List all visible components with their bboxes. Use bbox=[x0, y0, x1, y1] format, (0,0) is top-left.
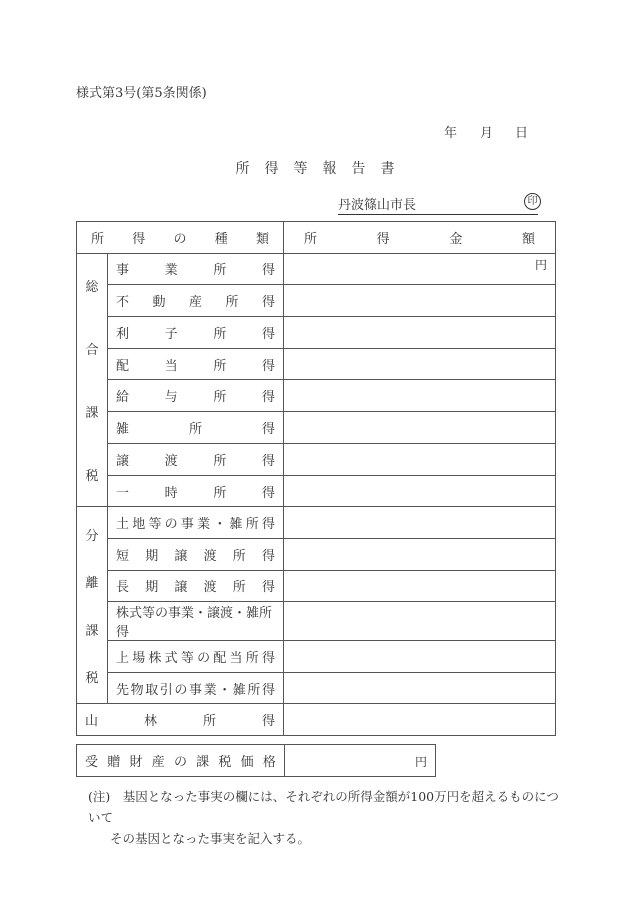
income-amount-field[interactable] bbox=[284, 443, 556, 475]
income-type-label: 土 地 等 の 事 業 ・ 雑 所 得 bbox=[108, 507, 284, 539]
form-number: 様式第3号(第5条関係) bbox=[76, 86, 207, 101]
document-title: 所得等報告書 bbox=[235, 161, 410, 177]
header-income-type: 所 得 の 種 類 bbox=[77, 222, 284, 254]
income-type-label: 不 動 産 所 得 bbox=[108, 285, 284, 317]
group-label-separate: 分 離 課 税 bbox=[77, 507, 108, 704]
table-row bbox=[77, 253, 556, 285]
income-type-label: 一 時 所 得 bbox=[108, 475, 284, 507]
income-type-label: 雑 所 得 bbox=[108, 412, 284, 444]
gift-label: 受 贈 財 産 の 課 税 価 格 bbox=[77, 745, 285, 777]
income-amount-field[interactable] bbox=[284, 641, 556, 673]
table-row bbox=[77, 641, 556, 673]
income-amount-field[interactable] bbox=[284, 317, 556, 349]
income-amount-field[interactable] bbox=[284, 253, 556, 285]
income-amount-field[interactable] bbox=[284, 475, 556, 507]
seal-mark: 印 bbox=[524, 193, 541, 210]
income-type-label: 譲 渡 所 得 bbox=[108, 443, 284, 475]
income-amount-field[interactable] bbox=[284, 570, 556, 602]
income-type-label: 長 期 譲 渡 所 得 bbox=[108, 570, 284, 602]
table-row-forestry bbox=[77, 704, 556, 736]
table-row bbox=[77, 412, 556, 444]
income-amount-field[interactable] bbox=[284, 704, 556, 736]
table-row bbox=[77, 317, 556, 349]
gift-amount-field[interactable] bbox=[285, 745, 436, 777]
table-row bbox=[77, 538, 556, 570]
table-header bbox=[77, 222, 556, 254]
table-row bbox=[77, 285, 556, 317]
table-row bbox=[77, 475, 556, 507]
date-day-label: 日 bbox=[515, 126, 529, 141]
income-type-label: 山 林 所 得 bbox=[77, 704, 284, 736]
table-row bbox=[77, 672, 556, 704]
note bbox=[88, 786, 568, 849]
table-row bbox=[77, 348, 556, 380]
income-type-label: 上 場 株 式 等 の 配 当 所 得 bbox=[108, 641, 284, 673]
income-type-label: 配 当 所 得 bbox=[108, 348, 284, 380]
yen-unit: 円 bbox=[534, 257, 547, 272]
income-type-label: 給 与 所 得 bbox=[108, 380, 284, 412]
date-year-label: 年 bbox=[444, 126, 458, 141]
table-row bbox=[77, 507, 556, 539]
income-type-label: 事 業 所 得 bbox=[108, 253, 284, 285]
table-row bbox=[77, 570, 556, 602]
income-amount-field[interactable] bbox=[284, 285, 556, 317]
income-amount-field[interactable] bbox=[284, 507, 556, 539]
header-income-amount: 所 得 金 額 bbox=[284, 222, 556, 254]
income-amount-field[interactable] bbox=[284, 348, 556, 380]
income-type-label: 株式等の事業・譲渡・雑所得 bbox=[108, 602, 284, 641]
income-amount-field[interactable] bbox=[284, 412, 556, 444]
addressee: 丹波篠山市長 bbox=[338, 198, 538, 215]
income-amount-field[interactable] bbox=[284, 380, 556, 412]
note-line-1: (注) 基因となった事実の欄には、それぞれの所得金額が100万円を超えるものについて bbox=[88, 789, 559, 825]
yen-unit: 円 bbox=[414, 755, 427, 769]
table-row bbox=[77, 443, 556, 475]
gift-table bbox=[76, 744, 436, 777]
gift-row bbox=[77, 745, 436, 777]
income-amount-field[interactable] bbox=[284, 538, 556, 570]
date-month-label: 月 bbox=[480, 126, 494, 141]
income-type-label: 先 物 取 引 の 事 業 ・ 雑 所 得 bbox=[108, 672, 284, 704]
table-row bbox=[77, 602, 556, 641]
income-table bbox=[76, 221, 556, 736]
group-label-comprehensive: 総 合 課 税 bbox=[77, 253, 108, 507]
income-amount-field[interactable] bbox=[284, 672, 556, 704]
income-amount-field[interactable] bbox=[284, 602, 556, 641]
income-type-label: 短 期 譲 渡 所 得 bbox=[108, 538, 284, 570]
note-line-2: その基因となった事実を記入する。 bbox=[110, 831, 311, 846]
table-row bbox=[77, 380, 556, 412]
income-type-label: 利 子 所 得 bbox=[108, 317, 284, 349]
